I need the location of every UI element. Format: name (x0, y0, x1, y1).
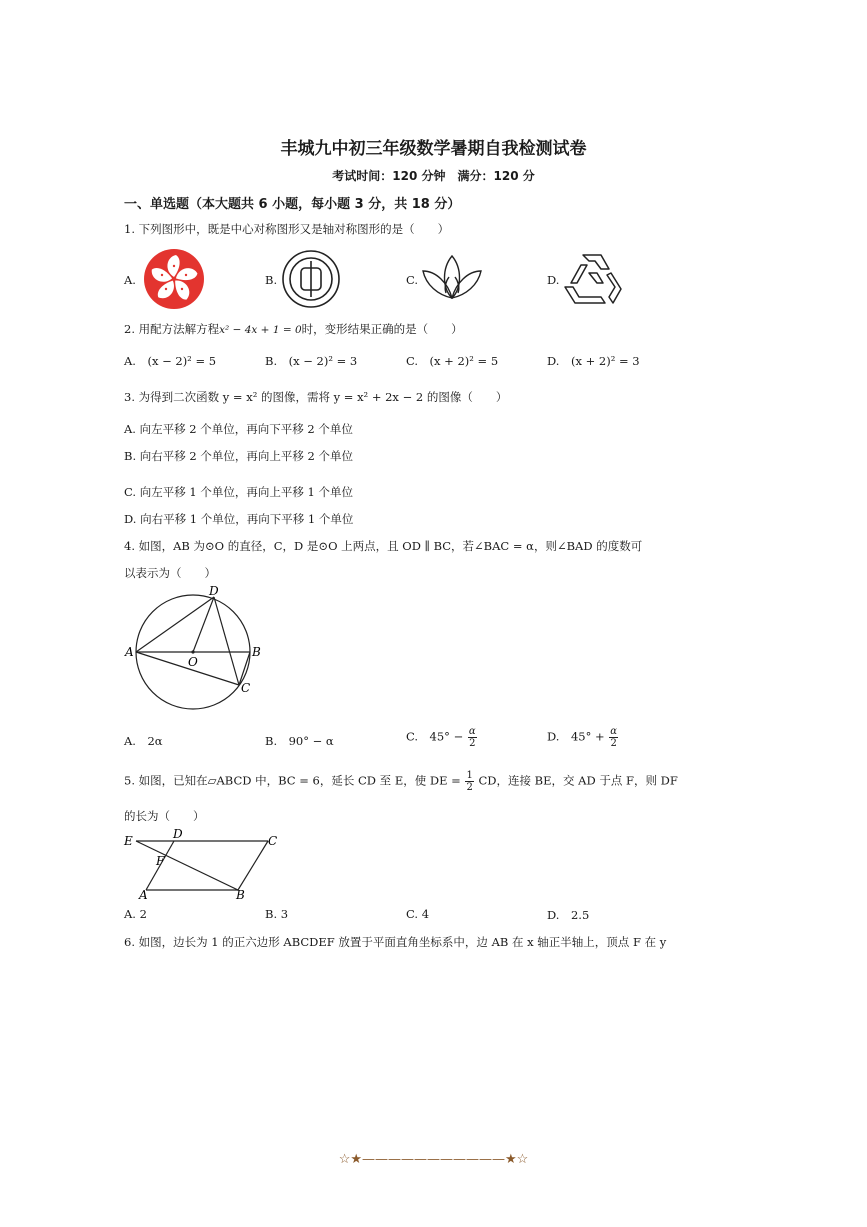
question-5-stem-line1 (124, 770, 678, 793)
q2-stem-pre: 2. 用配方法解方程 (124, 322, 220, 336)
question-4-stem-line1: 4. 如图，AB 为⊙O 的直径，C，D 是⊙O 上两点，且 OD ∥ BC，若∠BAC = α，则∠BAD 的度数可 (124, 539, 643, 553)
q5-stem-post: CD，连接 BE，交 AD 于点 F，则 DF (478, 773, 678, 788)
fraction-denominator: 2 (610, 738, 617, 749)
fraction-numerator: 1 (466, 770, 473, 781)
q2-option-a: A. (x − 2)² = 5 (124, 354, 217, 368)
q2-option-d: D. (x + 2)² = 3 (547, 354, 640, 368)
q1-option-d-label: D. (547, 273, 560, 287)
coin-circle-icon (281, 249, 341, 309)
fraction-numerator: α (610, 726, 618, 737)
q1-option-a-label: A. (124, 273, 136, 287)
point-e-label: E (124, 834, 133, 848)
point-o-label: O (188, 655, 198, 669)
section-heading: 一、单选题（本大题共 6 小题，每小题 3 分，共 18 分） (124, 197, 461, 212)
q4-option-b: B. 90° − α (265, 734, 334, 748)
q2-equation: x² − 4x + 1 = 0 (219, 324, 302, 336)
fraction-numerator: α (468, 726, 476, 737)
q3-option-c: C. 向左平移 1 个单位，再向上平移 1 个单位 (124, 485, 353, 499)
q5-stem-pre: 5. 如图，已知在▱ABCD 中，BC = 6，延长 CD 至 E，使 DE = (124, 773, 461, 788)
q5-fraction (465, 770, 473, 793)
q4-option-c-fraction (468, 726, 477, 749)
point-a-label: A (125, 645, 134, 659)
triangle-chain-icon (561, 253, 625, 305)
point-a-label: A (139, 888, 148, 902)
q2-option-c: C. (x + 2)² = 5 (406, 354, 499, 368)
point-c-label: C (268, 834, 278, 848)
q4-option-d (547, 726, 619, 749)
q4-option-c-pre: C. 45° − (406, 729, 464, 744)
parallelogram-figure (122, 826, 287, 902)
q4-option-c (406, 726, 478, 749)
q3-option-a: A. 向左平移 2 个单位，再向下平移 2 个单位 (124, 422, 353, 436)
point-f-label: F (156, 854, 165, 868)
question-4-stem-line2: 以表示为（ ） (124, 566, 216, 580)
lotus-icon (420, 253, 484, 303)
q1-option-c-label: C. (406, 273, 419, 287)
fraction-denominator: 2 (469, 738, 476, 749)
q3-option-d: D. 向右平移 1 个单位，再向下平移 1 个单位 (124, 512, 354, 526)
point-d-label: D (173, 827, 183, 841)
exam-info: 考试时间：120 分钟 满分：120 分 (332, 169, 535, 183)
point-b-label: B (252, 645, 261, 659)
q2-stem-post: 时，变形结果正确的是（ ） (301, 322, 463, 336)
circle-geometry-figure (124, 584, 274, 714)
q2-option-b: B. (x − 2)² = 3 (265, 354, 358, 368)
q4-option-d-pre: D. 45° + (547, 729, 605, 744)
question-3-stem: 3. 为得到二次函数 y = x² 的图像，需将 y = x² + 2x − 2 的图像（ ） (124, 390, 508, 404)
point-d-label: D (209, 584, 219, 598)
q3-option-b: B. 向右平移 2 个单位，再向上平移 2 个单位 (124, 449, 354, 463)
page-title: 丰城九中初三年级数学暑期自我检测试卷 (280, 139, 587, 159)
fraction-denominator: 2 (466, 782, 473, 793)
question-2-stem (124, 321, 463, 337)
point-b-label: B (236, 888, 245, 902)
page-footer-ornament: ☆★———————————★☆ (338, 1152, 529, 1167)
q1-option-b-label: B. (265, 273, 278, 287)
q5-option-b: B. 3 (265, 907, 289, 921)
q5-option-d: D. 2.5 (547, 908, 590, 922)
point-c-label: C (241, 681, 251, 695)
bauhinia-flag-icon (142, 248, 206, 310)
question-6-stem: 6. 如图，边长为 1 的正六边形 ABCDEF 放置于平面直角坐标系中，边 AB 在 x 轴正半轴上，顶点 F 在 y (124, 935, 667, 949)
q4-option-a: A. 2α (124, 734, 163, 748)
question-5-stem-line2: 的长为（ ） (124, 809, 205, 823)
question-1-stem: 1. 下列图形中，既是中心对称图形又是轴对称图形的是（ ） (124, 222, 450, 236)
q4-option-d-fraction (609, 726, 618, 749)
q5-option-c: C. 4 (406, 907, 430, 921)
q5-option-a: A. 2 (124, 907, 147, 921)
